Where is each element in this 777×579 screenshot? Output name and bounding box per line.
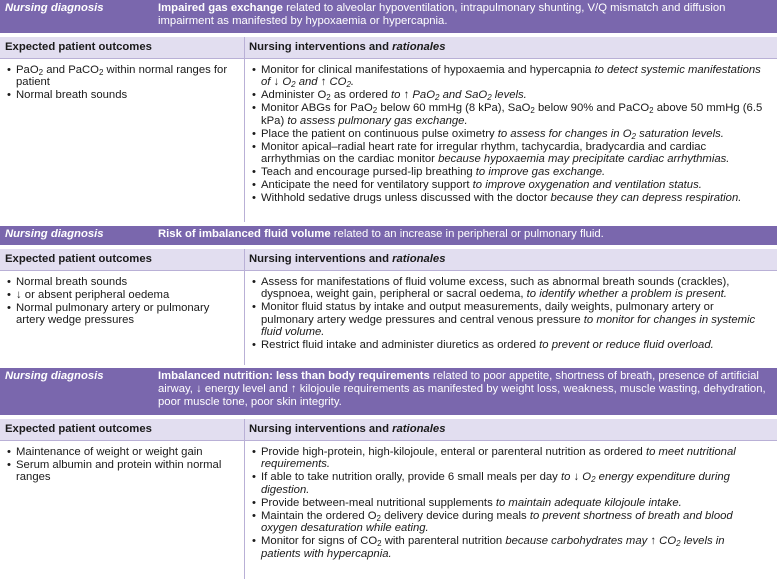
intervention-item: • Withhold sedative drugs unless discussed with the doctor because they can depress respiration. [247,192,767,204]
intervention-item: • Provide high-protein, high-kilojoule, enteral or parenteral nutrition as ordered to meet nutritional requirements. [247,446,767,471]
nursing-diagnosis-bar-1 [0,0,777,33]
nursing-diagnosis-label: Nursing diagnosis [5,228,104,240]
interventions-cell-3 [245,440,775,561]
intervention-item: • Monitor apical–radial heart rate for irregular rhythm, tachycardia, bradycardia and cardiac arrhythmias on the cardiac monitor because hypoxaemia may precipitate cardiac arrhythmias. [247,141,767,166]
intervention-item: • If able to take nutrition orally, provide 6 small meals per day to ↓ $O_2$ energy expenditure during digestion. [247,471,767,496]
interventions-cell-1 [245,58,775,222]
column-header-row-3 [0,419,777,441]
outcome-item: • Normal breath sounds [2,89,240,101]
nursing-diagnosis-bar-2 [0,226,777,245]
outcome-item: • Serum albumin and protein within normal ranges [2,459,240,484]
interventions-header: Nursing interventions and rationales [249,423,446,435]
intervention-item: • Monitor for clinical manifestations of hypoxaemia and hypercapnia to detect systemic manifestations of ↓ $O_2$ and ↑ $CO_2$. [247,64,767,89]
interventions-header: Nursing interventions and rationales [249,41,446,53]
intervention-item: • Maintain the ordered $O_2$ delivery device during meals to prevent shortness of breath and blood oxygen desaturation while eating. [247,510,767,535]
intervention-item: • Teach and encourage pursed-lip breathing to improve gas exchange. [247,166,767,178]
nursing-diagnosis-text: Risk of imbalanced fluid volume related to an increase in peripheral or pulmonary fluid. [158,228,604,240]
nursing-diagnosis-text: Imbalanced nutrition: less than body requirements related to poor appetite, shortness of breath, presence of artificial airway, ↓ energy level and ↑ kilojoule requirements as manifested by weight loss, weakness, muscle wasting, dehydration, poor muscle tone, poor skin integrity. [158,370,766,409]
outcome-item: • ↓ or absent peripheral oedema [2,289,240,301]
intervention-item: • Monitor for signs of $CO_2$ with parenteral nutrition because carbohydrates may ↑ $CO_2$ levels in patients with hypercapnia. [247,535,767,560]
intervention-item: • Anticipate the need for ventilatory support to improve oxygenation and ventilation status. [247,179,767,191]
outcome-item: • Normal breath sounds [2,276,240,288]
interventions-cell-2 [245,270,775,352]
intervention-item: • Restrict fluid intake and administer diuretics as ordered to prevent or reduce fluid overload. [247,339,767,351]
column-header-row-1 [0,37,777,59]
intervention-item: • Place the patient on continuous pulse oximetry to assess for changes in $O_2$ saturation levels. [247,128,767,140]
column-header-row-2 [0,249,777,271]
outcomes-header: Expected patient outcomes [5,423,152,435]
outcome-item: • Normal pulmonary artery or pulmonary artery wedge pressures [2,302,240,327]
interventions-header: Nursing interventions and rationales [249,253,446,265]
intervention-item: • Administer $O_2$ as ordered to ↑ PaO$_2$ and SaO$_2$ levels. [247,89,767,101]
nursing-diagnosis-bar-3 [0,368,777,415]
nursing-diagnosis-label: Nursing diagnosis [5,2,104,14]
nursing-diagnosis-label: Nursing diagnosis [5,370,104,382]
outcomes-cell-3 [0,440,244,484]
outcomes-header: Expected patient outcomes [5,41,152,53]
outcomes-cell-2 [0,270,244,327]
nursing-diagnosis-text: Impaired gas exchange related to alveolar hypoventilation, intrapulmonary shunting, V/Q mismatch and diffusion impairment as manifested by hypoxaemia or hypercapnia. [158,2,726,28]
outcome-item: • PaO$_2$ and PaCO$_2$ within normal ranges for patient [2,64,240,89]
outcomes-cell-1 [0,58,244,222]
intervention-item: • Provide between-meal nutritional supplements to maintain adequate kilojoule intake. [247,497,767,509]
intervention-item: • Monitor fluid status by intake and output measurements, daily weights, pulmonary artery or pulmonary artery wedge pressures and central venous pressure to monitor for changes in systemic fluid volume. [247,301,767,338]
outcomes-header: Expected patient outcomes [5,253,152,265]
outcome-item: • Maintenance of weight or weight gain [2,446,240,458]
intervention-item: • Monitor ABGs for PaO$_2$ below 60 mmHg (8 kPa), SaO$_2$ below 90% and PaCO$_2$ above 50 mmHg (6.5 kPa) to assess pulmonary gas exchange. [247,102,767,127]
intervention-item: • Assess for manifestations of fluid volume excess, such as abnormal breath sounds (crackles), dyspnoea, weight gain, peripheral or sacral oedema, to identify whether a problem is present. [247,276,767,301]
